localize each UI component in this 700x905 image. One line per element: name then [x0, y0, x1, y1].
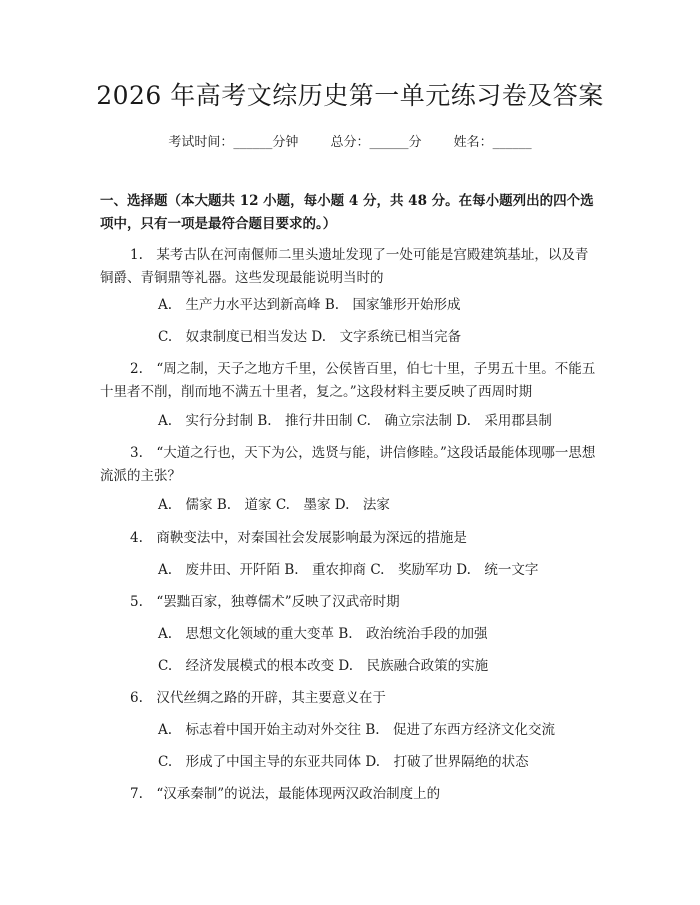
exam-student-name: 姓名：______: [453, 135, 532, 150]
question-3-stem: 3. “大道之行也，天下为公，选贤与能，讲信修睦。”这段话最能体现哪一思想流派的主张？: [100, 445, 596, 484]
question-1-options-line-2: C. 奴隶制度已相当发达 D. 文字系统已相当完备: [158, 329, 462, 345]
exam-time: 考试时间：______分钟: [168, 135, 299, 150]
page-title: 2026 年高考文综历史第一单元练习卷及答案: [96, 81, 604, 110]
question-5-stem: 5. “罢黜百家，独尊儒术”反映了汉武帝时期: [130, 594, 400, 610]
question-5-options-line-1: A. 思想文化领域的重大变革 B. 政治统治手段的加强: [158, 626, 488, 642]
question-1-options-line-1: A. 生产力水平达到新高峰 B. 国家雏形开始形成: [158, 297, 461, 313]
question-6-options-line-1: A. 标志着中国开始主动对外交往 B. 促进了东西方经济文化交流: [158, 722, 556, 738]
section-heading: 一、选择题（本大题共 12 小题，每小题 4 分，共 48 分。在每小题列出的四个选项中，只有一项是最符合题目要求的。）: [100, 193, 594, 232]
question-1-stem: 1. 某考古队在河南偃师二里头遗址发现了一处可能是宫殿建筑基址，以及青铜爵、青铜鼎等礼器。这些发现最能说明当时的: [100, 247, 589, 286]
question-2-options-line-1: A. 实行分封制 B. 推行井田制 C. 确立宗法制 D. 采用郡县制: [158, 413, 552, 429]
question-3-options-line-1: A. 儒家 B. 道家 C. 墨家 D. 法家: [158, 497, 390, 513]
question-6-options-line-2: C. 形成了中国主导的东亚共同体 D. 打破了世界隔绝的状态: [158, 754, 529, 770]
question-4-options-line-1: A. 废井田、开阡陌 B. 重农抑商 C. 奖励军功 D. 统一文字: [158, 562, 539, 578]
question-4-stem: 4. 商鞅变法中，对秦国社会发展影响最为深远的措施是: [130, 530, 467, 546]
question-7-stem: 7. “汉承秦制”的说法，最能体现两汉政治制度上的: [130, 786, 441, 802]
exam-total-score: 总分：______分: [330, 135, 422, 150]
question-6-stem: 6. 汉代丝绸之路的开辟，其主要意义在于: [130, 690, 386, 706]
question-5-options-line-2: C. 经济发展模式的根本改变 D. 民族融合政策的实施: [158, 658, 489, 674]
exam-meta: [0, 131, 700, 150]
question-2-stem: 2. “周之制，天子之地方千里，公侯皆百里，伯七十里，子男五十里。不能五十里者不削，削而地不满五十里者，复之。”这段材料主要反映了西周时期: [100, 361, 596, 400]
